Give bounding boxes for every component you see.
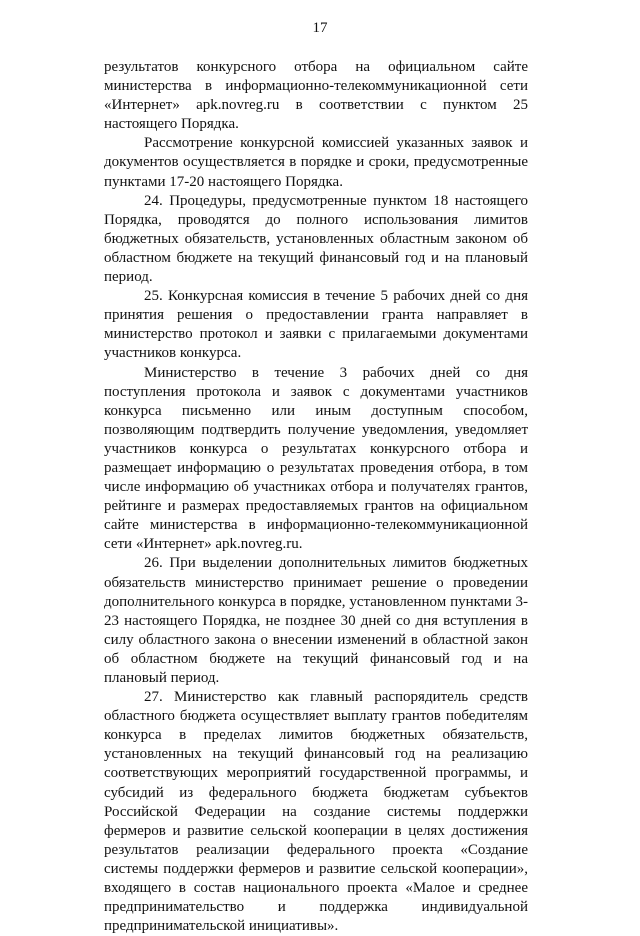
paragraph: Рассмотрение конкурсной комиссией указанных заявок и документов осуществляется в порядке и сроки, предусмотренные пунктами 17-20 настоящего Порядка. xyxy=(104,135,528,190)
paragraph: результатов конкурсного отбора на официальном сайте министерства в информационно-телекоммуникационной сети «Интернет» apk.novreg.ru в соответствии с пунктом 25 настоящего Порядка. xyxy=(104,59,528,133)
document-body xyxy=(104,58,528,936)
paragraph-item-24: 24. Процедуры, предусмотренные пунктом 18 настоящего Порядка, проводятся до полного использования лимитов бюджетных обязательств, установленных областным законом об областном бюджете на текущий финансовый год и на плановый период. xyxy=(104,192,528,286)
paragraph: Министерство в течение 3 рабочих дней со дня поступления протокола и заявок с документами участников конкурса письменно или иным доступным способом, позволяющим подтвердить получение уведомления, уведомляет участников конкурса о результатах конкурсного отбора и размещает информацию о результатах проведения отбора, в том числе информацию об участниках отбора и получателях грантов, рейтинге и размерах предоставляемых грантов на официальном сайте министерства в информационно-телекоммуникационной сети «Интернет» apk.novreg.ru. xyxy=(104,364,528,553)
paragraph-item-26: 26. При выделении дополнительных лимитов бюджетных обязательств министерство принимает решение о проведении дополнительного конкурса в порядке, установленном пунктами 3-23 настоящего Порядка, не позднее 30 дней со дня вступления в силу областного закона о внесении изменений в областной закон об областном бюджете на текущий финансовый год и на плановый период. xyxy=(104,555,528,686)
paragraph-item-27: 27. Министерство как главный распорядитель средств областного бюджета осуществляет выплату грантов победителям конкурса в пределах лимитов бюджетных обязательств, установленных на текущий финансовый год на реализацию соответствующих мероприятий государственной программы, и субсидий из федерального бюджета бюджетам субъектов Российской Федерации на создание системы поддержки фермеров и развитие сельской кооперации в целях достижения результатов реализации федерального проекта «Создание системы поддержки фермеров и развитие сельской кооперации», входящего в состав национального проекта «Малое и среднее предпринимательство и поддержка индивидуальной предпринимательской инициативы». xyxy=(104,689,528,935)
paragraph-item-25: 25. Конкурсная комиссия в течение 5 рабочих дней со дня принятия решения о предоставлении гранта направляет в министерство протокол и заявки с прилагаемыми документами участников конкурса. xyxy=(104,288,528,362)
page-number: 17 xyxy=(312,20,328,36)
